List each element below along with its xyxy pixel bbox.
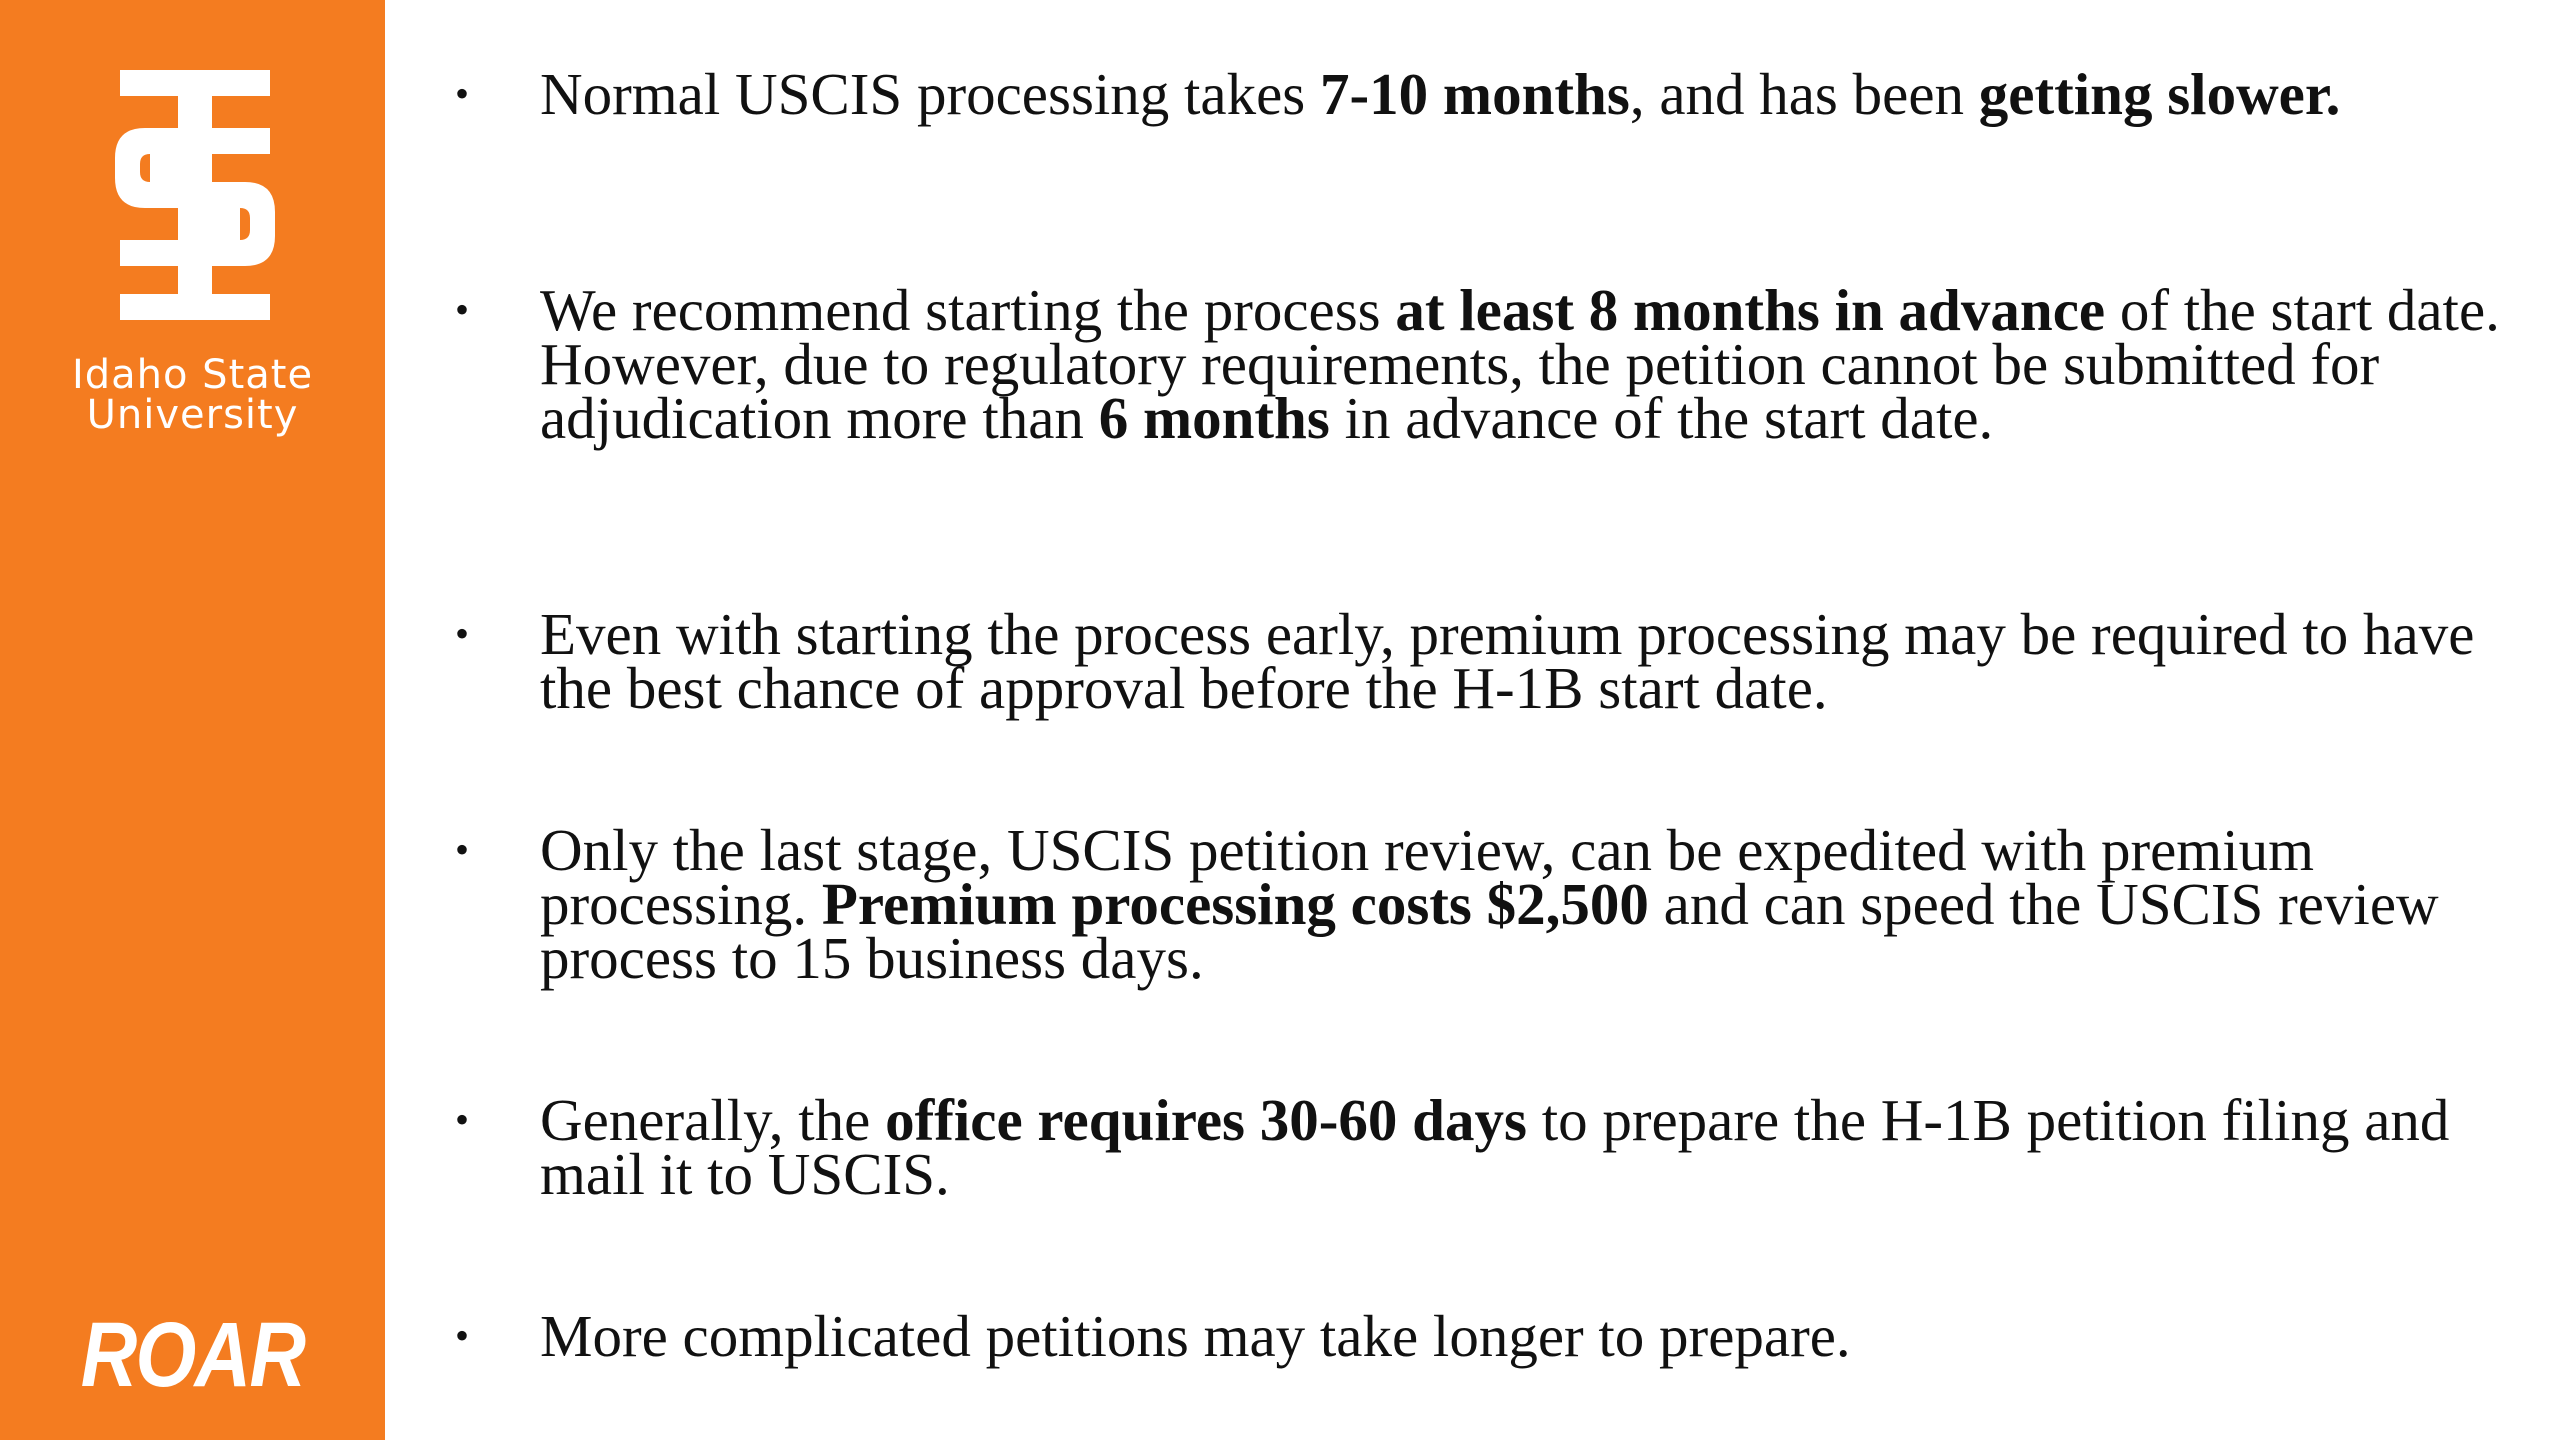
- bullet-text-bold: at least 8 months in advance: [1395, 277, 2106, 343]
- bullet-text: [540, 1087, 2515, 1207]
- bullet-text-run: More complicated petitions may take longer to prepare.: [540, 1303, 1851, 1369]
- isu-monogram-icon: [110, 70, 280, 320]
- bullet-dot: •: [455, 287, 470, 332]
- roar-tagline: ROAR: [80, 1304, 305, 1406]
- bullet-text-run: to prepare the H-1B petition filing and mail it to USCIS.: [540, 1087, 2450, 1207]
- bullet-text-bold: getting slower.: [1978, 61, 2341, 127]
- bullet-text-run: in advance of the start date.: [1329, 385, 1994, 451]
- logo-text-line1: Idaho State: [71, 352, 314, 398]
- bullet-text-run: and can speed the USCIS review process to 15 business days.: [540, 871, 2439, 991]
- bullet-text-run: , and has been: [1629, 61, 1979, 127]
- bullet-dot: •: [455, 71, 470, 116]
- bullet-text-bold: 6 months: [1098, 385, 1330, 451]
- bullet-text-run: Only the last stage, USCIS petition review, can be expedited with premium processing.: [540, 817, 2314, 937]
- bullet-text-bold: Premium processing costs $2,500: [821, 871, 1649, 937]
- bullet-text: [540, 601, 2515, 721]
- bullet-dot: •: [455, 1097, 470, 1142]
- logo-text-line2: University: [86, 392, 299, 438]
- bullet-text-run: We recommend starting the process: [540, 277, 1396, 343]
- sidebar: [0, 0, 385, 1440]
- bullet-text: [540, 817, 2515, 991]
- bullet-text-run: Normal USCIS processing takes: [540, 61, 1321, 127]
- bullet-text: [540, 61, 2515, 127]
- bullet-text-run: Even with starting the process early, premium processing may be required to have the best chance of approval before the H-1B start date.: [540, 601, 2475, 721]
- bullet-text-run: Generally, the: [540, 1087, 886, 1153]
- bullet-list: [455, 0, 2515, 1440]
- bullet-dot: •: [455, 1313, 470, 1358]
- bullet-text: [540, 277, 2515, 451]
- bullet-dot: •: [455, 827, 470, 872]
- bullet-text: [540, 1303, 2515, 1369]
- bullet-text-bold: 7-10 months: [1320, 61, 1630, 127]
- bullet-text-run: of the start date. However, due to regulatory requirements, the petition cannot be submitted for adjudication more than: [540, 277, 2500, 451]
- bullet-dot: •: [455, 611, 470, 656]
- bullet-text-bold: office requires 30-60 days: [885, 1087, 1527, 1153]
